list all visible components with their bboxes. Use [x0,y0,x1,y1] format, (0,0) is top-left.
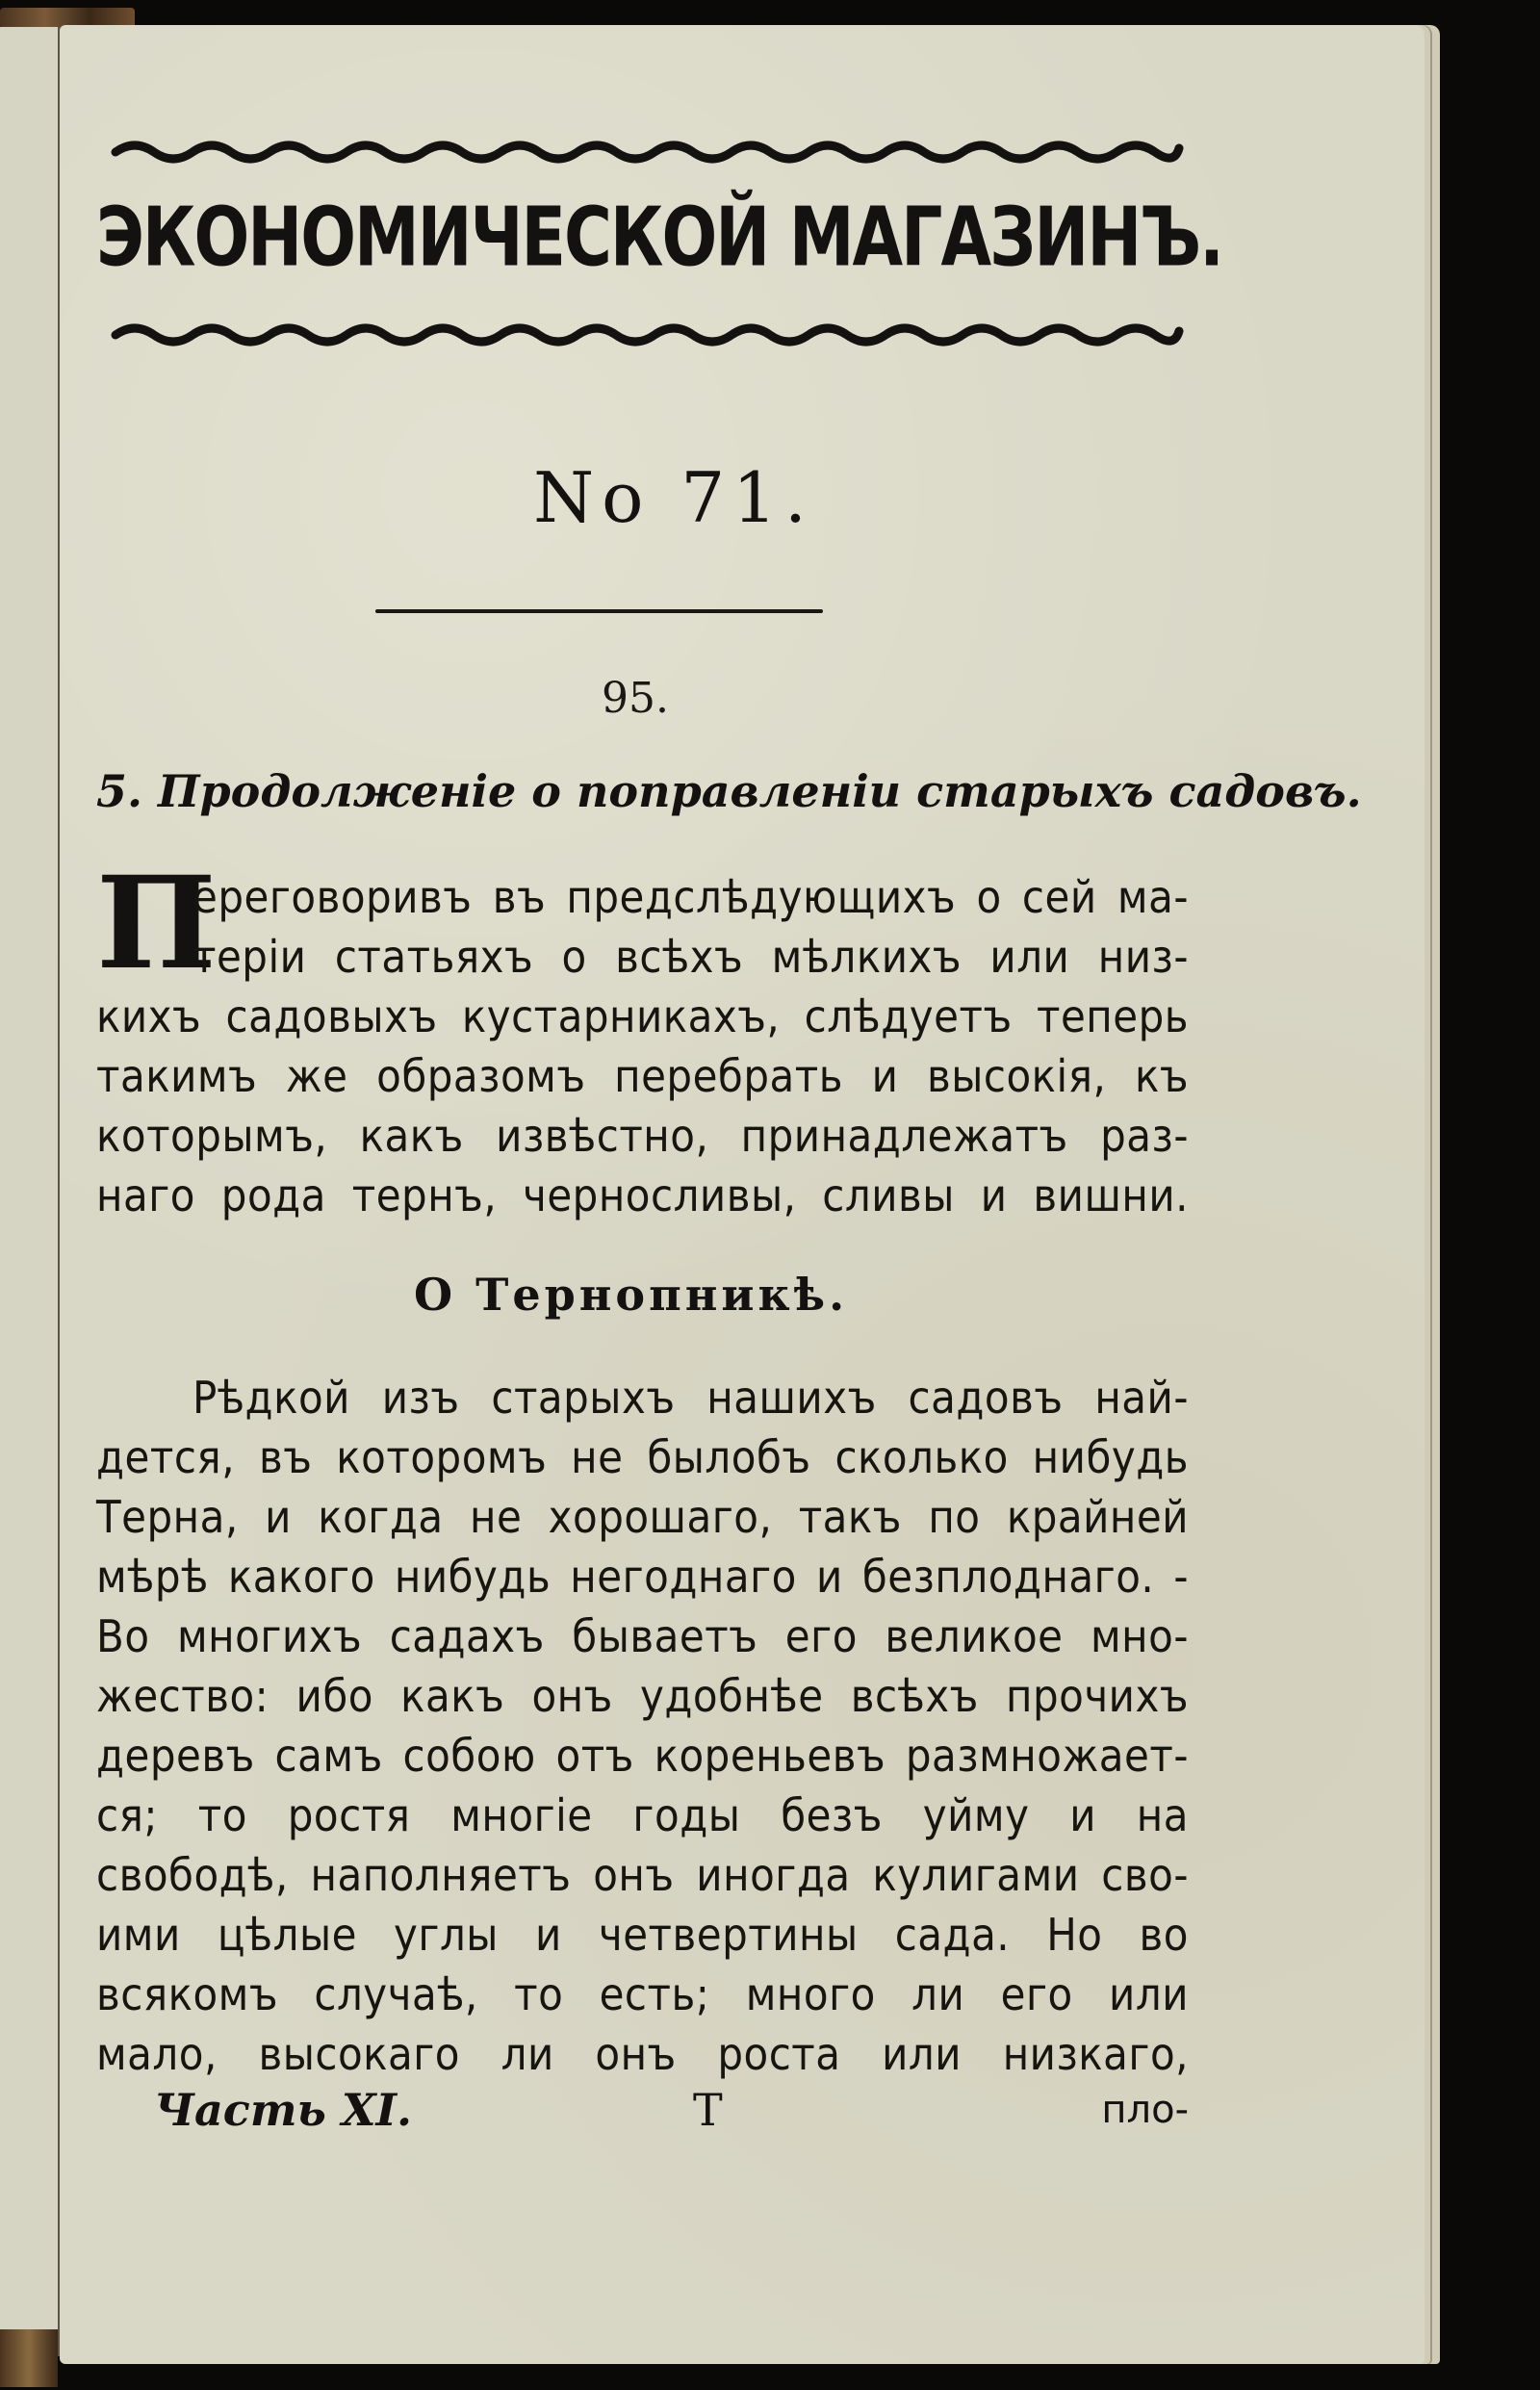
text-line: свободѣ, наполняетъ онъ иногда кулигами сво- [96,1849,1189,1901]
text-line: всякомъ случаѣ, то есть; много ли его или [96,1968,1189,2020]
text-line: Терна, и когда не хорошаго, такъ по крайней [96,1491,1189,1543]
subheading: О Тернопникѣ. [414,1269,849,1321]
drop-cap: П [96,849,217,998]
text-line: теріи статьяхъ о всѣхъ мѣлкихъ или низ- [192,931,1189,983]
text-line: которымъ, какъ извѣстно, принадлежатъ раз- [96,1110,1189,1162]
text-line: жество: ибо какъ онъ удобнѣе всѣхъ прочихъ [96,1670,1189,1722]
volume-part-label: Часть XI. [154,2084,413,2136]
issue-number: No 71. [533,457,814,538]
text-line: мѣрѣ какого нибудь негоднаго и безплоднаго. - [96,1551,1189,1603]
book-spine-bottom [0,2329,58,2387]
section-heading: 5. Продолженіе о поправленіи старыхъ садовъ. [96,765,1362,817]
text-line: кихъ садовыхъ кустарникахъ, слѣдуетъ теперь [96,990,1189,1042]
masthead-title: ЭКОНОМИЧЕСКОЙ МАГАЗИНЪ. [96,191,1222,286]
text-line: ими цѣлые углы и четвертины сада. Но во [96,1909,1189,1961]
catchword: пло- [1101,2088,1189,2132]
text-line: дется, въ которомъ не былобъ сколько нибудь [96,1431,1189,1483]
page-footer [96,2084,1189,2142]
text-line: ереговоривъ въ предслѣдующихъ о сей ма- [192,871,1189,923]
horizontal-rule [375,609,823,613]
signature-mark: Т [693,2084,723,2136]
wave-ornament-icon [111,135,1184,166]
text-line: мало, высокаго ли онъ роста или низкаго, [96,2028,1189,2080]
wave-ornament-icon [111,318,1184,348]
page-number: 95. [602,674,669,723]
previous-page-edge [0,27,61,2356]
text-line: наго рода тернъ, черносливы, сливы и вишни. [96,1169,1189,1221]
text-line: ся; то ростя многіе годы безъ уйму и на [96,1789,1189,1841]
text-line: Рѣдкой изъ старыхъ нашихъ садовъ най- [192,1372,1189,1424]
wave-ornament-bottom [111,318,1184,348]
text-line: Во многихъ садахъ бываетъ его великое мно- [96,1610,1189,1662]
wave-ornament-top [111,135,1184,166]
text-line: такимъ же образомъ перебрать и высокія, къ [96,1050,1189,1102]
text-line: деревъ самъ собою отъ кореньевъ размножает- [96,1730,1189,1782]
